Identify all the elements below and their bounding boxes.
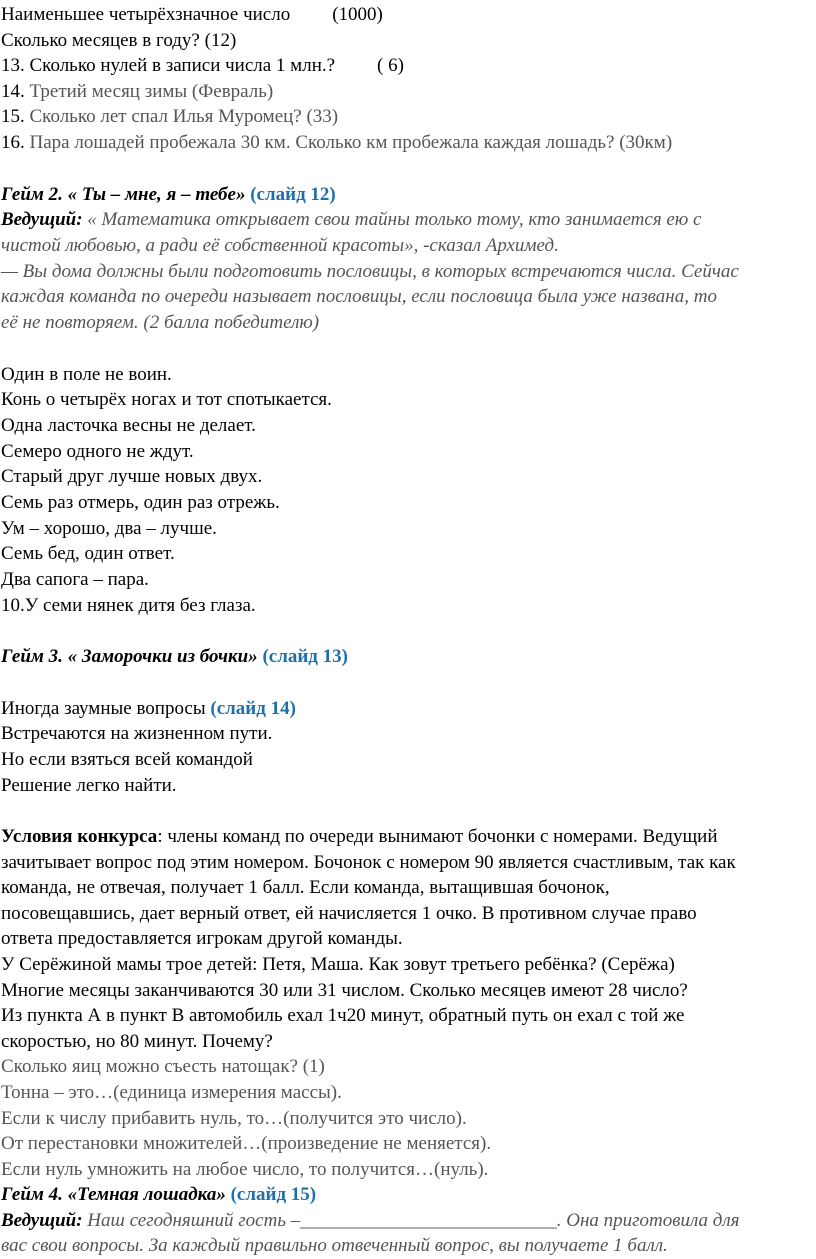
host-text: « Математика открывает свои тайны только тому, кто занимается ею с	[82, 209, 702, 230]
game3-heading	[1, 645, 348, 669]
item-number: 15.	[1, 106, 30, 127]
proverb: Два сапога – пара.	[1, 569, 149, 590]
contest-rules-line	[1, 825, 718, 849]
poem-line: Решение легко найти.	[1, 775, 177, 796]
question-months: Сколько месяцев в году? (12)	[1, 30, 237, 51]
contest-rules-line: ответа предоставляется игрокам другой команды.	[1, 928, 403, 949]
task-line: каждая команда по очереди называет пословицы, если пословица была уже названа, то	[1, 286, 717, 307]
question-15	[1, 105, 338, 129]
item-number: 14.	[1, 81, 30, 102]
proverb: Семь раз отмерь, один раз отрежь.	[1, 492, 280, 513]
proverb: 10.У семи нянек дитя без глаза.	[1, 595, 256, 616]
question-text: Наименьшее четырёхзначное число	[1, 4, 291, 25]
game2-title: Гейм 2. « Ты – мне, я – тебе»	[1, 184, 246, 205]
task-line: её не повторяем. (2 балла победителю)	[1, 312, 320, 333]
proverb: Конь о четырёх ногах и тот спотыкается.	[1, 389, 332, 410]
proverb: Один в поле не воин.	[1, 364, 172, 385]
slide-reference: (слайд 14)	[210, 698, 296, 719]
question-text: Сколько лет спал Илья Муромец? (33)	[29, 106, 339, 127]
game4-heading	[1, 1183, 316, 1207]
question-min-four-digit	[1, 3, 383, 27]
host-text: Наш сегодняшний гость –	[82, 1210, 301, 1231]
contest-question: Если нуль умножить на любое число, то получится…(нуль).	[1, 1159, 489, 1180]
host-label: Ведущий:	[1, 1210, 83, 1231]
guest-name-blank: ___________________________	[300, 1210, 557, 1231]
contest-rules-label: Условия конкурса	[1, 826, 158, 847]
proverb: Ум – хорошо, два – лучше.	[1, 518, 217, 539]
poem-line	[1, 697, 296, 721]
contest-rules-line: посовещавшись, дает верный ответ, ей начисляется 1 очко. В противном случае право	[1, 903, 697, 924]
task-line: — Вы дома должны были подготовить пословицы, в которых встречаются числа. Сейчас	[1, 261, 739, 282]
proverb: Семь бед, один ответ.	[1, 543, 175, 564]
contest-rules-line: команда, не отвечая, получает 1 балл. Если команда, вытащившая бочонок,	[1, 877, 610, 898]
game2-heading	[1, 183, 336, 207]
contest-question: Многие месяцы заканчиваются 30 или 31 числом. Сколько месяцев имеют 28 число?	[1, 980, 688, 1001]
contest-question: скоростью, но 80 минут. Почему?	[1, 1031, 273, 1052]
host-speech-line	[1, 208, 701, 232]
contest-question: От перестановки множителей…(произведение не меняется).	[1, 1133, 492, 1154]
host-speech-line	[1, 1209, 740, 1233]
host-speech-line: чистой любовью, а ради её собственной красоты», -сказал Архимед.	[1, 235, 559, 256]
game4-title: Гейм 4. «Темная лошадка»	[1, 1184, 226, 1205]
contest-question: Если к числу прибавить нуль, то…(получится это число).	[1, 1108, 467, 1129]
proverb: Старый друг лучше новых двух.	[1, 466, 263, 487]
contest-question: Из пункта А в пункт В автомобиль ехал 1ч20 минут, обратный путь он ехал с той же	[1, 1005, 685, 1026]
slide-reference: (слайд 15)	[230, 1184, 317, 1205]
question-14	[1, 80, 273, 104]
poem-text: Иногда заумные вопросы	[1, 698, 211, 719]
game3-title: Гейм 3. « Заморочки из бочки»	[1, 646, 258, 667]
question-text: Третий месяц зимы (Февраль)	[29, 81, 274, 102]
slide-reference: (слайд 13)	[262, 646, 348, 667]
contest-question: У Серёжиной мамы трое детей: Петя, Маша. Как зовут третьего ребёнка? (Серёжа)	[1, 954, 675, 975]
contest-question: Тонна – это…(единица измерения массы).	[1, 1082, 342, 1103]
question-13	[1, 54, 404, 78]
item-number: 16.	[1, 132, 30, 153]
answer-text: (1000)	[332, 4, 383, 25]
contest-question: Сколько яиц можно съесть натощак? (1)	[1, 1056, 325, 1077]
host-speech-line: вас свои вопросы. За каждый правильно отвеченный вопрос, вы получаете 1 балл.	[1, 1235, 668, 1256]
poem-line: Встречаются на жизненном пути.	[1, 723, 273, 744]
proverb: Семеро одного не ждут.	[1, 441, 194, 462]
answer-text: ( 6)	[377, 55, 404, 76]
slide-reference: (слайд 12)	[250, 184, 336, 205]
question-16	[1, 131, 672, 155]
contest-rules-line: зачитывает вопрос под этим номером. Бочонок с номером 90 является счастливым, так как	[1, 852, 736, 873]
host-text: . Она приготовила для	[556, 1210, 740, 1231]
question-text: Пара лошадей пробежала 30 км. Сколько км пробежала каждая лошадь? (30км)	[29, 132, 673, 153]
question-text: 13. Сколько нулей в записи числа 1 млн.?	[1, 55, 336, 76]
host-label: Ведущий:	[1, 209, 83, 230]
contest-rules-text: : члены команд по очереди вынимают бочонки с номерами. Ведущий	[157, 826, 718, 847]
poem-line: Но если взяться всей командой	[1, 749, 253, 770]
proverb: Одна ласточка весны не делает.	[1, 415, 256, 436]
